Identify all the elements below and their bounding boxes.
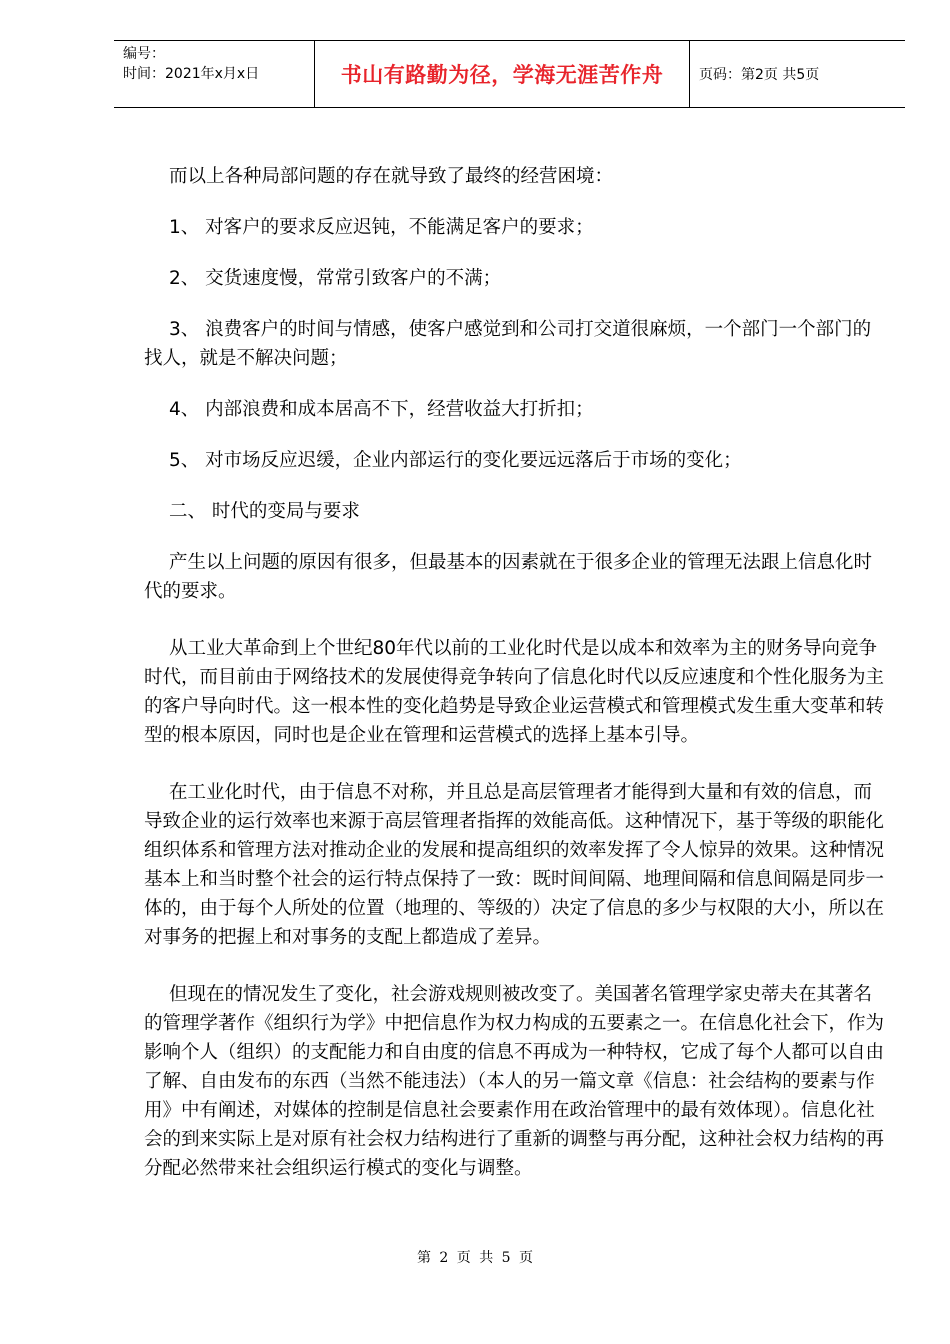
document-body <box>144 162 884 1211</box>
header-motto-cell <box>315 41 690 107</box>
header-page-info <box>690 41 905 107</box>
paragraph: 从工业大革命到上个世纪80年代以前的工业化时代是以成本和效率为主的财务导向竞争时代，而目前由于网络技术的发展使得竞争转向了信息化时代以反应速度和个性化服务为主的客户导向时代。这一根本性的变化趋势是导致企业运营模式和管理模式发生重大变革和转型的根本原因，同时也是企业在管理和运营模式的选择上基本引导。 <box>144 638 885 746</box>
paragraph: 但现在的情况发生了变化，社会游戏规则被改变了。美国著名管理学家史蒂夫在其著名的管理学著作《组织行为学》中把信息作为权力构成的五要素之一。在信息化社会下，作为影响个人（组织）的支配能力和自由度的信息不再成为一种特权，它成了每个人都可以自由了解、自由发布的东西（当然不能违法）（本人的另一篇文章《信息：社会结构的要素与作用》中有阐述，对媒体的控制是信息社会要素作用在政治管理中的最有效体现）。信息化社会的到来实际上是对原有社会权力结构进行了重新的调整与再分配，这种社会权力结构的再分配必然带来社会组织运行模式的变化与调整。 <box>144 984 885 1179</box>
motto-text: 书山有路勤为径，学海无涯苦作舟 <box>340 62 664 87</box>
page-info-text: 页码：第2页 共5页 <box>699 67 820 83</box>
time-label: 时间：2021年x月x日 <box>123 66 260 82</box>
header-meta <box>114 41 315 107</box>
paragraph: 在工业化时代，由于信息不对称，并且总是高层管理者才能得到大量和有效的信息，而导致企业的运行效率也来源于高层管理者指挥的效能高低。这种情况下，基于等级的职能化组织体系和管理方法对推动企业的发展和提高组织的效率发挥了令人惊异的效果。这种情况基本上和当时整个社会的运行特点保持了一致：既时间间隔、地理间隔和信息间隔是同步一体的，由于每个人所处的位置（地理的、等级的）决定了信息的多少与权限的大小，所以在对事务的把握上和对事务的支配上都造成了差异。 <box>144 782 885 948</box>
list-item: 2、 交货速度慢，常常引致客户的不满； <box>168 268 502 289</box>
section-heading: 二、 时代的变局与要求 <box>168 501 360 522</box>
page-header <box>114 40 905 108</box>
list-item: 4、 内部浪费和成本居高不下，经营收益大打折扣； <box>168 399 594 420</box>
paragraph: 而以上各种局部问题的存在就导致了最终的经营困境： <box>168 166 613 187</box>
page-footer: 第 2 页 共 5 页 <box>416 1250 534 1266</box>
list-item: 1、 对客户的要求反应迟钝，不能满足客户的要求； <box>168 217 594 238</box>
paragraph: 产生以上问题的原因有很多，但最基本的因素就在于很多企业的管理无法跟上信息化时代的要求。 <box>144 552 872 602</box>
list-item: 3、 浪费客户的时间与情感，使客户感觉到和公司打交道很麻烦，一个部门一个部门的找人，就是不解决问题； <box>144 319 872 369</box>
list-item: 5、 对市场反应迟缓，企业内部运行的变化要远远落后于市场的变化； <box>168 450 742 471</box>
number-label: 编号： <box>123 46 165 62</box>
